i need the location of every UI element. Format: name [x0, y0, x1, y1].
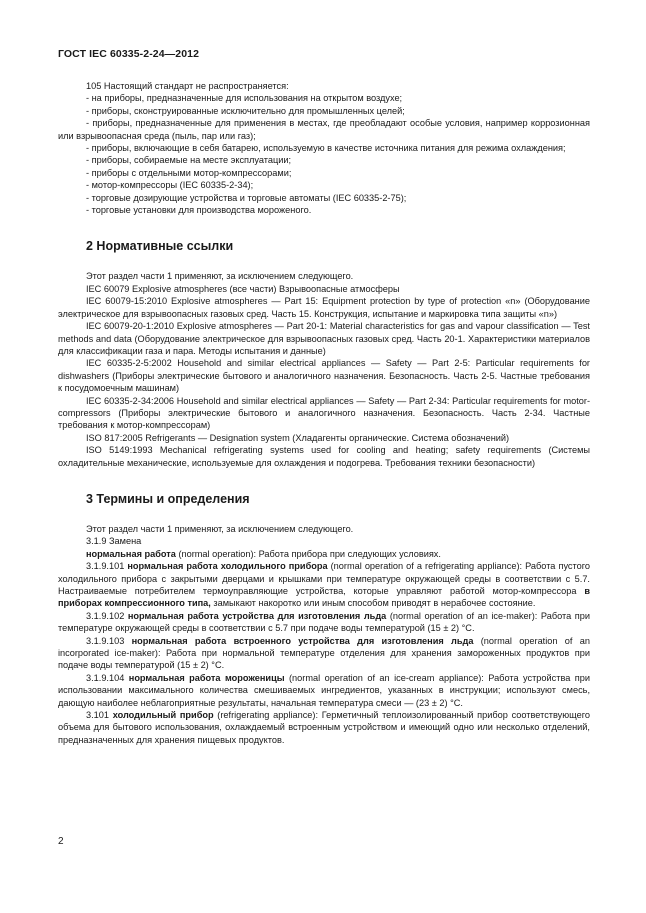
term-definition: (normal operation of a refrigerating appliance): Работа пустого холодильного прибора с закрытыми дверцами и крышками при температуре окружающей среды в соответствии с 5.7. Настраиваемые потребителем термоуправляющие устройства, которые управляют работой мотор-компрессора	[58, 561, 591, 596]
normative-reference: ISO 5149:1993 Mechanical refrigerating systems used for cooling and heating; safety requirements (Системы охладительные механические, используемые для охлаждения и подогрева. Требования техники безопасности)	[58, 445, 590, 468]
term-3-1-9-101	[58, 560, 590, 610]
clause-105-item: - торговые установки для производства мороженого.	[86, 205, 312, 216]
page-number: 2	[58, 836, 64, 847]
section-3-intro: Этот раздел части 1 применяют, за исключением следующего.	[86, 523, 354, 534]
term-number: 3.1.9.102	[86, 610, 128, 621]
page-content	[58, 80, 590, 746]
clause-105-item: - приборы с отдельными мотор-компрессорами;	[86, 167, 292, 178]
term-number: 3.101	[86, 710, 113, 721]
clause-105-item: - приборы, предназначенные для применения в местах, где преобладают особые условия, например коррозионная или взрывоопасная среда (пыль, пар или газ);	[58, 118, 590, 141]
term-definition: (normal operation): Работа прибора при следующих условиях.	[175, 548, 441, 559]
clause-105-intro: 105 Настоящий стандарт не распространяется:	[86, 81, 289, 91]
term-definition: (refrigerating appliance): Герметичный теплоизолированный прибор соответствующего объема для бытового использования, охлаждаемый встроенным устройством и имеющий одно или несколько отделений, предназначенных для хранения пищевых продуктов.	[58, 710, 590, 745]
term-definition: (normal operation of an ice-cream appliance): Работа устройства при использовании максимального количества смешиваемых ингредиентов, указанных в инструкции; используют смесь, дающую наиболее неблагоприятные результаты, начальная температура смеси — (23 ± 2) °С.	[58, 672, 590, 708]
normative-reference: ISO 817:2005 Refrigerants — Designation system (Хладагенты органические. Система обозначений)	[86, 432, 510, 443]
section-3-heading: 3 Термины и определения	[86, 491, 250, 506]
clause-105-item: - торговые дозирующие устройства и торговые автоматы (IEC 60335-2-75);	[86, 192, 407, 203]
normative-reference: IEC 60079-15:2010 Explosive atmospheres — Part 15: Equipment protection by type of protection «n» (Оборудование электрическое для взрывоопасных газовых сред. Часть 15. Конструкция, испытание и маркировка типа защиты «n»)	[58, 296, 590, 319]
term-3-1-9-104	[58, 672, 590, 709]
term-bold: нормальная работа встроенного устройства для изготовления льда	[131, 635, 474, 646]
term-number: 3.1.9.104	[86, 672, 129, 683]
section-2-heading: 2 Нормативные ссылки	[86, 239, 234, 254]
term-bold: нормальная работа мороженицы	[128, 672, 285, 683]
normative-reference: IEC 60335-2-34:2006 Household and similar electrical appliances — Safety — Part 2-34: Particular requirements for motor-compressors (Приборы электрические бытового и аналогичного назначения. Безопасность. Часть 2-34. Частные требования к мотор-компрессорам)	[58, 395, 590, 431]
term-bold: нормальная работа холодильного прибора	[127, 561, 328, 572]
term-definition: (normal operation of an ice-maker): Работа при температуре окружающей среды в соответствии с 5.7 при подаче воды температурой (15 ± 2) °С.	[58, 610, 590, 634]
normative-reference: IEC 60079 Explosive atmospheres (все части) Взрывоопасные атмосферы	[86, 283, 400, 294]
clause-105-item: - приборы, сконструированные исключительно для промышленных целей;	[86, 105, 405, 116]
term-3-101	[58, 709, 590, 746]
term-bold: в приборах компрессионного типа,	[58, 586, 590, 609]
term-3-1-9-102	[58, 610, 590, 635]
term-bold: холодильный прибор	[112, 710, 214, 721]
clause-105-item: - приборы, включающие в себя батарею, используемую в качестве источника питания для режима охлаждения;	[86, 143, 566, 154]
term-definition: замыкают накоротко или иным способом приводят в нерабочее состояние.	[210, 598, 536, 609]
term-bold: нормальная работа	[86, 548, 176, 559]
clause-105-item: - на приборы, предназначенные для использования на открытом воздухе;	[86, 93, 403, 104]
normative-reference: IEC 60335-2-5:2002 Household and similar electrical appliances — Safety — Part 2-5: Particular requirements for dishwashers (Приборы электрические бытового и аналогичного назначения. Безопасность. Часть 2-5. Частные требования к посудомоечным машинам)	[58, 358, 590, 394]
clause-105-item: - мотор-компрессоры (IEC 60335-2-34);	[86, 180, 254, 191]
term-definition: (normal operation of an incorporated ice-maker): Работа при нормальной температуре отделения для хранения замороженных продуктов при подаче воды температурой (15 ± 2) °С.	[58, 635, 590, 671]
page-header-standard: ГОСТ IEC 60335-2-24—2012	[58, 48, 200, 60]
term-normal-operation	[58, 548, 590, 560]
clause-3-1-9: 3.1.9 Замена	[86, 536, 142, 547]
term-bold: нормальная работа устройства для изготовления льда	[127, 610, 387, 621]
term-3-1-9-103	[58, 635, 590, 672]
term-number: 3.1.9.103	[86, 635, 132, 646]
clause-105-item: - приборы, собираемые на месте эксплуатации;	[86, 155, 292, 166]
section-2-intro: Этот раздел части 1 применяют, за исключением следующего.	[86, 271, 354, 282]
term-number: 3.1.9.101	[86, 561, 128, 572]
normative-reference: IEC 60079-20-1:2010 Explosive atmospheres — Part 20-1: Material characteristics for gas and vapour classification — Test methods and data (Оборудование электрическое для взрывоопасных газовых сред. Часть 20-1. Характеристики материалов для классификации газа и пара. Методы испытания и данные)	[58, 321, 590, 356]
